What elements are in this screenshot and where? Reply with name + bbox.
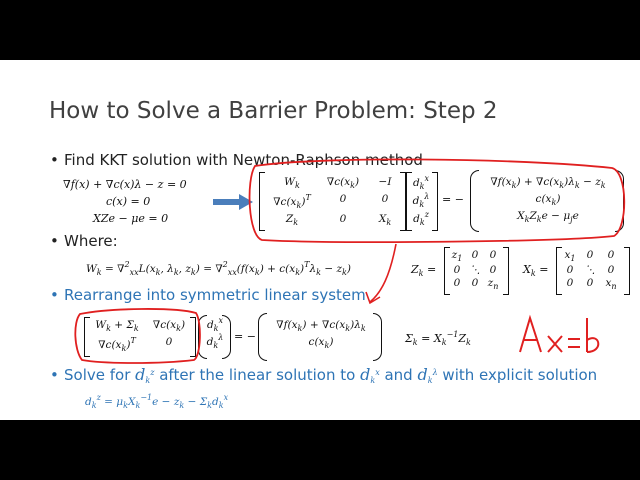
kkt-complementarity: XZe − μe = 0 bbox=[93, 212, 169, 225]
x-cell: 0 bbox=[586, 277, 594, 289]
dz-solution: $d_k^z = \mu_kX_k^{-1}e - z_k - \Sigma_kd_k^x$ bbox=[85, 393, 229, 410]
vector-cell: $d_k^z$ bbox=[413, 210, 429, 227]
matrix-cell: 0 bbox=[339, 193, 347, 205]
x-cell: $x_n$ bbox=[605, 277, 617, 291]
matrix-cell: 0 bbox=[381, 193, 389, 205]
hand-letter-x bbox=[548, 336, 562, 352]
matrix-cell: 0 bbox=[339, 213, 347, 225]
z-cell: $z_1$ bbox=[451, 249, 463, 263]
z-cell: 0 bbox=[489, 264, 497, 276]
x-matrix-label: $X_k$ = bbox=[523, 263, 549, 278]
handwritten-annotations bbox=[0, 60, 640, 420]
rhs-cell: $X_kZ_ke - \mu_je$ bbox=[517, 210, 579, 224]
hand-letter-A bbox=[520, 318, 541, 352]
sym-cell: $\nabla c(x_k)^T$ bbox=[98, 336, 136, 353]
bullet-dot: • bbox=[50, 151, 59, 169]
x-cell: 0 bbox=[566, 277, 574, 289]
kkt-feasibility: c(x) = 0 bbox=[106, 195, 151, 208]
rhs-cell: $c(x_k)$ bbox=[308, 336, 334, 350]
bullet-text: Rearrange into symmetric linear system bbox=[64, 286, 366, 304]
x-cell: 0 bbox=[566, 264, 574, 276]
sym-cell: 0 bbox=[165, 336, 173, 348]
matrix-cell: $\nabla c(x_k)^T$ bbox=[273, 193, 311, 210]
matrix-cell: $W_k$ bbox=[284, 176, 300, 190]
bullet-dot: • bbox=[50, 366, 59, 384]
matrix-cell: $X_k$ bbox=[378, 213, 392, 227]
sigma-definition: $\Sigma_k = X_k^{-1}Z_k$ bbox=[405, 330, 471, 347]
x-cell: $x_1$ bbox=[564, 249, 576, 263]
rhs-cell: $\nabla f(x_k) + \nabla c(x_k)\lambda_k - z_k$ bbox=[490, 176, 606, 190]
z-cell: 0 bbox=[471, 249, 479, 261]
w-definition: $W_k = \nabla^2_{xx}L(x_k$, $\lambda_k$, $z_k) = \nabla^2_{xx}(f(x_k) + c(x_k)^T\lambda_k - z_k)$ bbox=[86, 260, 352, 277]
z-cell: 0 bbox=[489, 249, 497, 261]
x-cell: 0 bbox=[586, 249, 594, 261]
hand-letter-b bbox=[587, 318, 598, 352]
rhs-cell: $c(x_k)$ bbox=[535, 193, 561, 207]
bullet-text: Find KKT solution with Newton-Raphson method bbox=[64, 151, 423, 169]
hand-equals bbox=[568, 339, 580, 347]
z-cell: $z_n$ bbox=[487, 277, 499, 291]
rhs-cell: $\nabla f(x_k) + \nabla c(x_k)\lambda_k$ bbox=[276, 319, 366, 333]
sym-cell: $W_k + \Sigma_k$ bbox=[95, 319, 139, 333]
z-cell: 0 bbox=[453, 264, 461, 276]
x-cell: 0 bbox=[607, 249, 615, 261]
matrix-cell: $Z_k$ bbox=[285, 213, 299, 227]
z-cell: ⋱ bbox=[469, 264, 481, 276]
vector-cell: $d_k^x$ bbox=[206, 316, 224, 333]
bullet-dot: • bbox=[50, 232, 59, 250]
z-matrix-label: $Z_k$ = bbox=[411, 263, 437, 278]
sym-cell: $\nabla c(x_k)$ bbox=[152, 319, 186, 333]
x-cell: ⋱ bbox=[584, 264, 596, 276]
slide bbox=[0, 60, 640, 420]
matrix-cell: −I bbox=[378, 176, 392, 188]
vector-cell: $d_k^\lambda$ bbox=[206, 333, 224, 350]
sym-equals-minus: = − bbox=[234, 330, 256, 343]
red-circle-newton bbox=[250, 159, 625, 242]
red-circle-sym bbox=[75, 309, 200, 363]
slide-title: How to Solve a Barrier Problem: Step 2 bbox=[49, 98, 498, 124]
bullet-text: Where: bbox=[64, 232, 118, 250]
red-curve-arrow bbox=[370, 244, 396, 302]
x-cell: 0 bbox=[607, 264, 615, 276]
bullet-dot: • bbox=[50, 286, 59, 304]
vector-cell: $d_k^\lambda$ bbox=[412, 192, 430, 209]
equals-minus: = − bbox=[442, 193, 464, 206]
bullet-solve-dz: • Solve for $d_k^z$ after the linear solution to $d_k^x$ and $d_k^\lambda$ with explicit solution bbox=[50, 365, 598, 385]
z-cell: 0 bbox=[471, 277, 479, 289]
kkt-stationarity: ∇f(x) + ∇c(x)λ − z = 0 bbox=[63, 178, 187, 191]
vector-cell: $d_k^x$ bbox=[412, 174, 430, 191]
z-cell: 0 bbox=[453, 277, 461, 289]
matrix-cell: $\nabla c(x_k)$ bbox=[326, 176, 360, 190]
